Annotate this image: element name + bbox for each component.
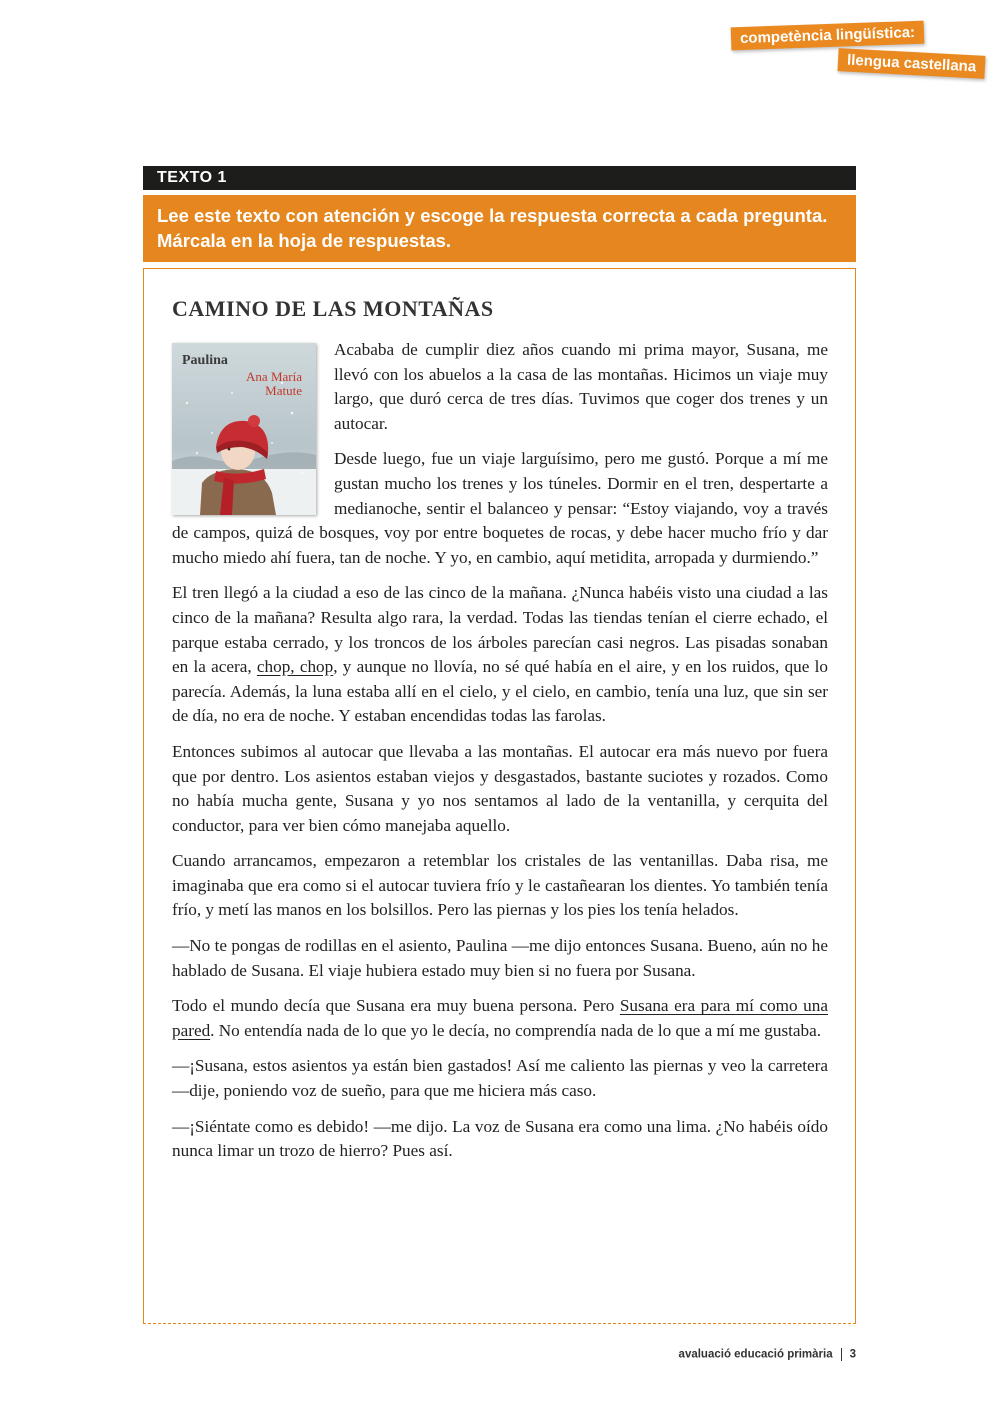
footer-text: avaluació educació primària [678, 1348, 833, 1361]
paragraph-3-end: , y aunque no llovía, no sé qué había en el aire, y en los ruidos, que lo parecía. Además, la luna estaba allí en el cielo, y el cielo, en cambio, tenía una luz, que sin ser de día, no era de noche. Y estaban encendidas todas las farolas. [172, 657, 828, 726]
section-label: TEXTO 1 [143, 166, 856, 190]
paragraph-3 [172, 581, 828, 729]
article-title: CAMINO DE LAS MONTAÑAS [172, 296, 494, 321]
cover-spacer [172, 338, 334, 520]
paragraph-7-start: Todo el mundo decía que Susana era muy buena persona. Pero [172, 996, 620, 1016]
paragraph-4: Entonces subimos al autocar que llevaba a las montañas. El autocar era más nuevo por fuera que por dentro. Los asientos estaban viejos y desgastados, bastante suciotes y rozados. Como no había mucha gente, Susana y yo nos sentamos al lado de la ventanilla, y cerquita del conductor, para ver bien cómo manejaba aquello. [172, 741, 828, 835]
underlined-metaphor: Susana era para mí como una pared [172, 996, 828, 1040]
page-footer [600, 1348, 856, 1361]
cover-author-line1: Ana María [246, 369, 302, 384]
paragraph-3-start: El tren llegó a la ciudad a eso de las cinco de la mañana. ¿Nunca habéis visto una ciudad a las cinco de la mañana? Resulta algo rara, la verdad. Todas las tiendas tenían el cierre echado, el parque estaba cerrado, y los troncos de los árboles parecían casi negros. Las pisadas sonaban en la acera, [172, 583, 828, 677]
footer-divider [841, 1348, 842, 1361]
paragraph-7-end: . No entendía nada de lo que yo le decía, no comprendía nada de lo que a mí me gustaba. [210, 1020, 822, 1040]
competency-tag: competència lingüística: [731, 21, 925, 51]
subject-tag: llengua castellana [837, 48, 985, 79]
cover-author-line2: Matute [265, 383, 302, 398]
paragraph-6: —No te pongas de rodillas en el asiento, Paulina —me dijo entonces Susana. Bueno, aún no he hablado de Susana. El viaje hubiera estado muy bien si no fuera por Susana. [172, 936, 828, 980]
cover-title: Paulina [182, 353, 228, 368]
section-instruction: Lee este texto con atención y escoge la respuesta correcta a cada pregunta. Márcala en la hoja de respuestas. [143, 195, 856, 262]
paragraph-9: —¡Siéntate como es debido! —me dijo. La voz de Susana era como una lima. ¿No habéis oído nunca limar un trozo de hierro? Pues así. [172, 1116, 828, 1161]
underlined-onomatopoeia: chop, chop [256, 657, 334, 677]
paragraph-7 [172, 994, 828, 1043]
article-body [172, 338, 828, 1175]
page-number: 3 [849, 1348, 856, 1361]
paragraph-5: Cuando arrancamos, empezaron a retemblar los cristales de las ventanillas. Daba risa, me imaginaba que era como si el autocar tuviera frío y le castañearan los dientes. Yo también tenía frío, y metí las manos en los bolsillos. Pero las piernas y los pies los tenía helados. [172, 851, 828, 920]
paragraph-1: Acababa de cumplir diez años cuando mi prima mayor, Susana, me llevó con los abuelos a la casa de las montañas. Hicimos un viaje muy largo, que duró cerca de tres días. Tuvimos que coger dos trenes y un autocar. [334, 340, 828, 433]
paragraph-8: —¡Susana, estos asientos ya están bien gastados! Así me caliento las piernas y veo la carretera —dije, poniendo voz de sueño, para que me hiciera más caso. [172, 1056, 828, 1101]
paragraph-2: Desde luego, fue un viaje larguísimo, pero me gustó. Porque a mí me gustan mucho los trenes y los túneles. Dormir en el tren, despertarte a medianoche, sentir el balanceo y pensar: “Estoy viajando, voy a través de campos, quizá de bosques, voy por entre boquetes de rocas, y debe hacer mucho frío y dar mucho miedo ahí fuera, tan de noche. Y yo, en cambio, aquí metidita, arropada y durmiendo.” [172, 449, 828, 567]
